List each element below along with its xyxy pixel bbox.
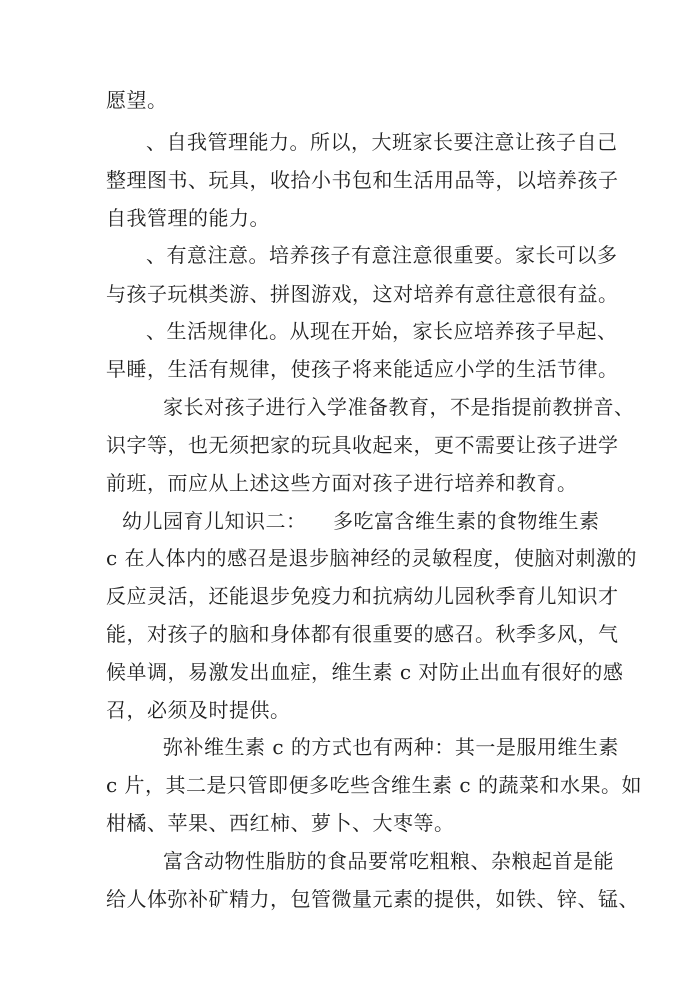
text-line: 前班，而应从上述这些方面对孩子进行培养和教育。 xyxy=(106,471,578,495)
text-line: 多吃富含维生素的食物维生素 xyxy=(333,509,600,533)
text-line: 、自我管理能力。所以，大班家长要注意让孩子自己 xyxy=(146,130,618,154)
text-line: 能，对孩子的脑和身体都有很重要的感召。秋季多风，气 xyxy=(106,622,619,646)
text-line: c 片，其二是只管即便多吃些含维生素 c 的蔬菜和水果。如 xyxy=(106,773,642,797)
text-line: 整理图书、玩具，收拾小书包和生活用品等，以培养孩子 xyxy=(106,168,619,192)
text-line: 与孩子玩棋类游、拼图游戏，这对培养有意往意很有益。 xyxy=(106,282,619,306)
text-line: 早睡，生活有规律，使孩子将来能适应小学的生活节律。 xyxy=(106,357,619,381)
text-line: 识字等，也无须把家的玩具收起来，更不需要让孩子进学 xyxy=(106,433,619,457)
text-line: 自我管理的能力。 xyxy=(106,206,270,230)
text-line: 愿望。 xyxy=(106,88,168,112)
text-line: c 在人体内的感召是退步脑神经的灵敏程度，使脑对刺激的 xyxy=(106,546,638,570)
text-line: 富含动物性脂肪的食品要常吃粗粮、杂粮起首是能 xyxy=(163,849,614,873)
text-line: 给人体弥补矿精力，包管微量元素的提供，如铁、锌、锰、 xyxy=(106,887,639,911)
text-line: 、生活规律化。从现在开始，家长应培养孩子早起、 xyxy=(146,319,618,343)
text-line: 柑橘、苹果、西红柿、萝卜、大枣等。 xyxy=(106,811,455,835)
text-line: 反应灵活，还能退步免疫力和抗病幼儿园秋季育儿知识才 xyxy=(106,584,619,608)
text-line: 候单调，易激发出血症，维生素 c 对防止出血有很好的感 xyxy=(106,660,624,684)
text-line: 弥补维生素 c 的方式也有两种：其一是服用维生素 xyxy=(163,735,619,759)
text-line: 、有意注意。培养孩子有意注意很重要。家长可以多 xyxy=(146,243,618,267)
section-heading: 幼儿园育儿知识二： xyxy=(122,509,307,533)
text-line: 召，必须及时提供。 xyxy=(106,698,291,722)
text-line: 家长对孩子进行入学准备教育，不是指提前教拼音、 xyxy=(163,395,635,419)
